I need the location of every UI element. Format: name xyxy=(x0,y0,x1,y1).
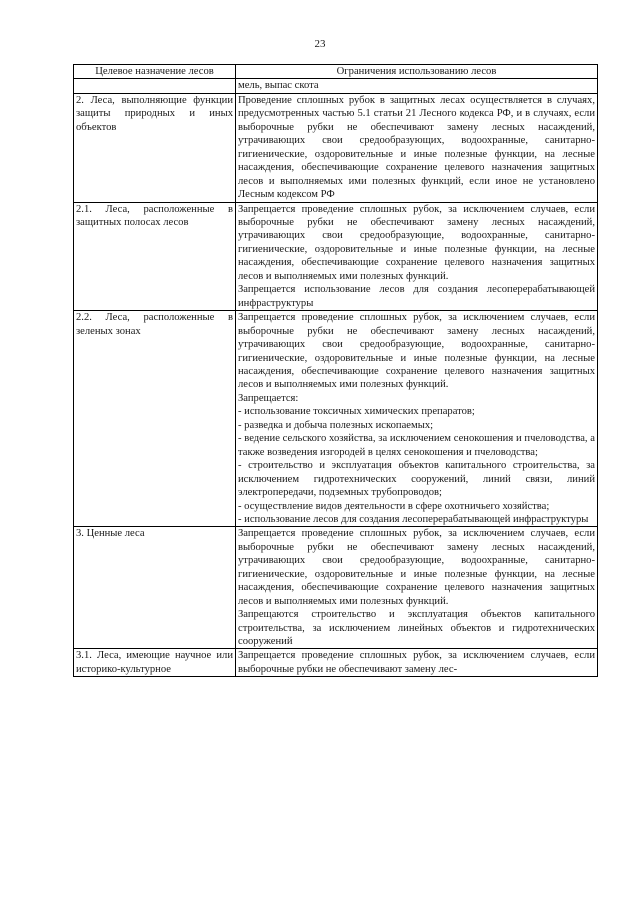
header-purpose: Целевое назначение лесов xyxy=(74,65,236,79)
row-restrictions xyxy=(236,202,598,311)
page-number: 23 xyxy=(314,38,326,50)
row-category: 2. Леса, выполняющие функции защиты природных и иных объектов xyxy=(74,93,236,202)
restriction-paragraph: Проведение сплошных рубок в защитных лесах осуществляется в случаях, предусмотренных частью 5.1 статьи 21 Лесного кодекса РФ, и в случаях, если выборочные рубки не обеспечивают замену лесных насаждений, утрачивающих свои средообразующих, водоохранные, санитарно-гигиенические, оздоровительные и иные полезные функции, на лесные насаждения, обеспечивающие сохранение целевого назначения защитных лесов и выполняемых ими полезных функций, если иное не установлено Лесным кодексом РФ xyxy=(238,94,595,201)
restriction-paragraph: Запрещается проведение сплошных рубок, за исключением случаев, если выборочные рубки не обеспечивают замену лесных насаждений, утрачивающих свои средообразующие, водоохранные, санитарно-гигиенические, оздоровительные и иные полезные функции, на лесные насаждения, обеспечивающие сохранение целевого назначения защитных лесов и выполняемых ими полезных функций. xyxy=(238,312,595,391)
header-restrictions: Ограничения использованию лесов xyxy=(236,65,598,79)
table-row xyxy=(74,202,598,311)
restriction-paragraph: Запрещается: xyxy=(238,392,299,404)
restriction-item: - осуществление видов деятельности в сфере охотничьего хозяйства; xyxy=(238,500,550,512)
restriction-item: - использование токсичных химических препаратов; xyxy=(238,406,475,418)
restriction-paragraph: мель, выпас скота xyxy=(238,80,319,92)
row-restrictions xyxy=(236,527,598,649)
restriction-paragraph: Запрещается проведение сплошных рубок, за исключением случаев, если выборочные рубки не обеспечивают замену лес- xyxy=(238,650,595,675)
row-restrictions xyxy=(236,93,598,202)
row-category: 3.1. Леса, имеющие научное или историко-культурное xyxy=(74,649,236,677)
row-category: 2.1. Леса, расположенные в защитных полосах лесов xyxy=(74,202,236,311)
row-category: 2.2. Леса, расположенные в зеленых зонах xyxy=(74,311,236,527)
table-row xyxy=(74,311,598,527)
restriction-paragraph: Запрещаются строительство и эксплуатация объектов капитального строительства, за исключением линейных объектов и гидротехнических сооружений xyxy=(238,609,595,648)
table-row xyxy=(74,79,598,93)
restriction-paragraph: Запрещается использование лесов для создания лесоперерабатывающей инфраструктуры xyxy=(238,284,595,309)
row-restrictions xyxy=(236,79,598,93)
row-category: 3. Ценные леса xyxy=(74,527,236,649)
table-row xyxy=(74,93,598,202)
table-row xyxy=(74,649,598,677)
restriction-item: - строительство и эксплуатация объектов капитального строительства, за исключением гидротехнических сооружений, линий связи, линий электропередачи, подземных трубопроводов; xyxy=(238,460,595,499)
restriction-item: - использование лесов для создания лесоперерабатывающей инфраструктуры xyxy=(238,513,589,525)
table-row xyxy=(74,527,598,649)
row-restrictions xyxy=(236,649,598,677)
forest-restrictions-table xyxy=(73,64,598,677)
restriction-paragraph: Запрещается проведение сплошных рубок, за исключением случаев, если выборочные рубки не обеспечивают замену лесных насаждений, утрачивающих свои средообразующие, водоохранные, санитарно-гигиенические, оздоровительные и иные полезные функции, на лесные насаждения, обеспечивающие сохранение целевого назначения защитных лесов и выполняемых ими полезных функций. xyxy=(238,203,595,282)
restriction-item: - ведение сельского хозяйства, за исключением сенокошения и пчеловодства, а также возведения изгородей в целях сенокошения и пчеловодства; xyxy=(238,433,595,458)
restriction-item: - разведка и добыча полезных ископаемых; xyxy=(238,419,434,431)
restriction-paragraph: Запрещается проведение сплошных рубок, за исключением случаев, если выборочные рубки не обеспечивают замену лесных насаждений, утрачивающих свои средообразующие, водоохранные, санитарно-гигиенические, оздоровительные и иные полезные функции, на лесные насаждения, обеспечивающие сохранение целевого назначения защитных лесов и выполняемых ими полезных функций. xyxy=(238,528,595,607)
row-category xyxy=(74,79,236,93)
table-header-row xyxy=(74,65,598,79)
row-restrictions xyxy=(236,311,598,527)
